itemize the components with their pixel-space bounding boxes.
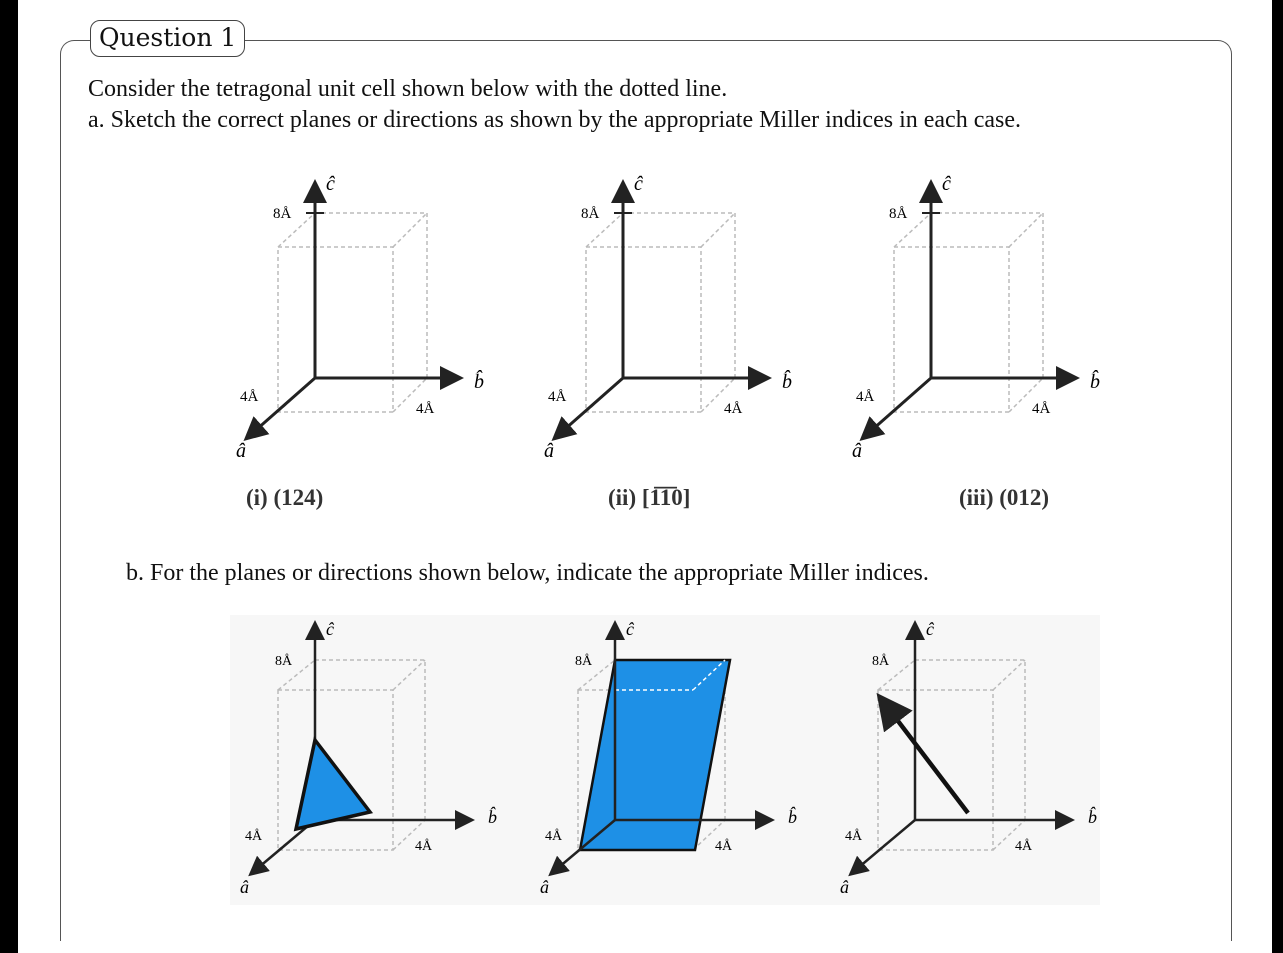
tick-c: 8Å [275,654,293,669]
axis-a-label: â [544,440,554,462]
unit-cell-i [236,173,484,510]
axis-c-label: ĉ [326,173,335,195]
part-a-instruction: a. Sketch the correct planes or directions as shown by the appropriate Miller indices in each case. [88,107,1021,133]
tick-b: 4Å [1015,839,1033,854]
axis-c-label: ĉ [326,619,334,639]
axis-a-label: â [240,877,249,897]
axis-b-label: b̂ [488,807,497,827]
axis-a-label: â [852,440,862,462]
axis-c-label: ĉ [634,173,643,195]
axis-a-label: â [840,877,849,897]
tick-b: 4Å [724,401,743,417]
part-b-instruction: b. For the planes or directions shown below, indicate the appropriate Miller indices. [126,560,929,586]
tick-c: 8Å [889,206,908,222]
unit-cell-iii [852,173,1100,510]
miller-plane [296,740,370,829]
tick-a: 4Å [240,389,259,405]
tick-c: 8Å [581,206,600,222]
axis-c-label: ĉ [942,173,951,195]
tick-a: 4Å [548,389,567,405]
tick-a: 4Å [245,829,263,844]
caption-i: (i) (124) [246,485,324,510]
tick-c: 8Å [872,654,890,669]
tick-b: 4Å [1032,401,1051,417]
panel-b-plane-parallelogram [540,619,797,897]
figure-b [230,615,1100,905]
axis-b-label: b̂ [1088,807,1097,827]
axis-b-label: b̂ [788,807,797,827]
axis-b-label: b̂ [782,371,792,393]
panel-b-plane-triangle [240,619,497,897]
caption-ii: (ii) [1̅1̅0] [608,485,691,510]
axis-a-label: â [236,440,246,462]
caption-iii: (iii) (012) [959,485,1050,510]
tick-a: 4Å [545,829,563,844]
tick-a: 4Å [845,829,863,844]
tick-b: 4Å [416,401,435,417]
tick-c: 8Å [575,654,593,669]
tick-b: 4Å [715,839,733,854]
axis-b-label: b̂ [1090,371,1100,393]
unit-cell-ii [544,173,792,510]
question-label: Question 1 [90,20,245,57]
miller-direction-arrow [882,700,968,813]
panel-b-direction [840,619,1097,897]
axis-c-label: ĉ [926,619,934,639]
tick-c: 8Å [273,206,292,222]
tick-b: 4Å [415,839,433,854]
axis-a-label: â [540,877,549,897]
tick-a: 4Å [856,389,875,405]
figure-a [218,165,1113,520]
question-intro: Consider the tetragonal unit cell shown below with the dotted line. [88,76,728,102]
document-page [18,0,1272,953]
miller-plane [580,660,730,850]
axis-b-label: b̂ [474,371,484,393]
axis-c-label: ĉ [626,619,634,639]
